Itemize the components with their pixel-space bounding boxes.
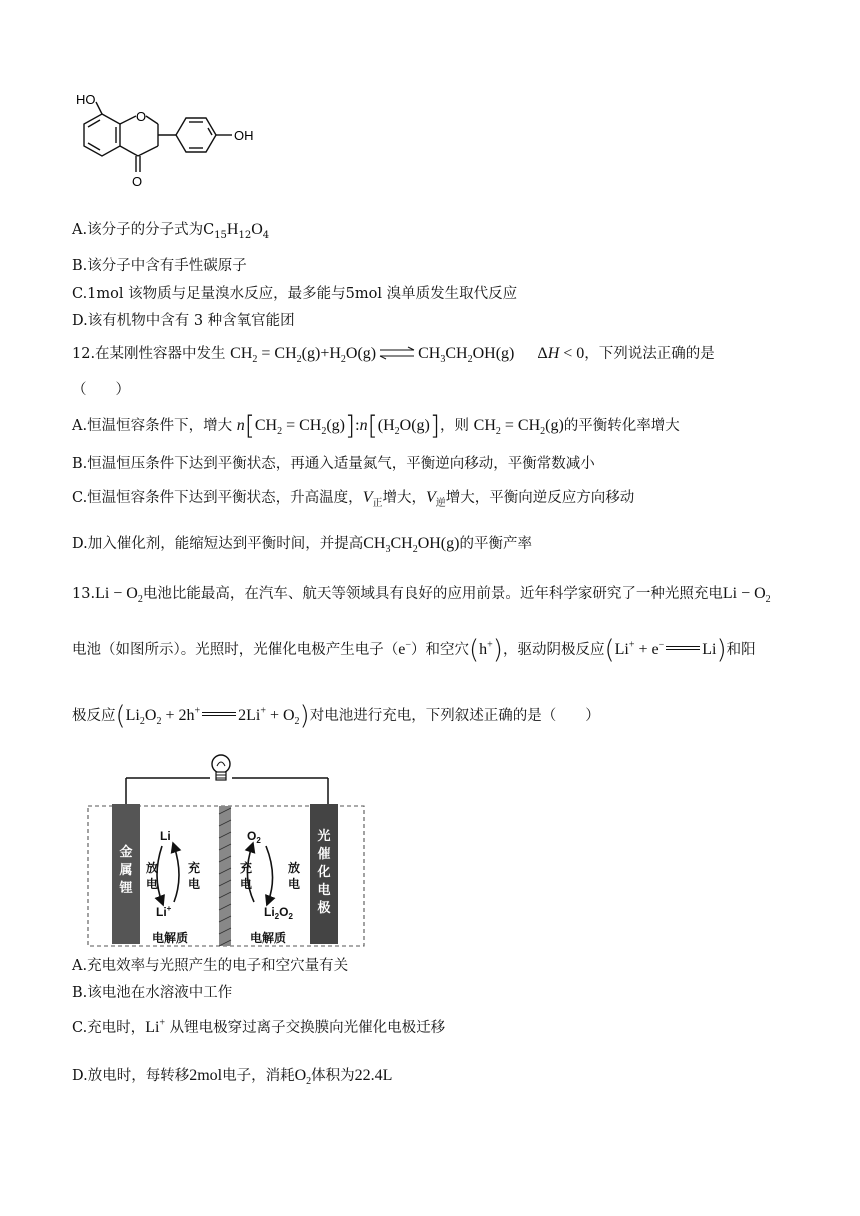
left-discharge-1: 放	[146, 861, 159, 875]
o2-label: $O_2$	[247, 829, 261, 845]
light-bulb-icon	[212, 755, 230, 780]
li-ion-label: Li+	[156, 904, 172, 919]
right-electrode-label-4: 电	[317, 882, 331, 897]
flavanone-structure	[62, 92, 302, 202]
li2o2-label: $Li_2O_2$	[264, 905, 293, 921]
q12-stem: 12.在某刚性容器中发生 $CH_2 = CH_2(g)+H_2O(g)$ $CH_3CH_2OH(g)$ ΔH < 0，下列说法正确的是	[72, 345, 715, 366]
q12-bracket: （ ）	[72, 382, 130, 398]
q12-option-b: B.恒温恒压条件下达到平衡状态，再通入适量氮气，平衡逆向移动，平衡常数减小	[72, 456, 595, 472]
q13-option-a: A.充电效率与光照产生的电子和空穴量有关	[72, 958, 349, 974]
right-discharge-2: 电	[288, 877, 301, 891]
ketone-oxygen: O	[132, 174, 143, 189]
q13-stem-line3: 极反应($Li_2O_2 + 2h^+$ $2Li^+ + O_2$)对电池进行充电，下列叙述正确的是（ ）	[72, 701, 600, 731]
q11-option-c: C.1mol 该物质与足量溴水反应，最多能与5mol 溴单质发生取代反应	[72, 286, 518, 302]
equilibrium-arrow	[378, 346, 416, 360]
left-discharge-arrow	[157, 846, 162, 902]
q13-option-d: D.放电时，每转移2mol电子，消耗$O_2$体积为22.4L	[72, 1067, 393, 1088]
left-charge-2: 电	[188, 877, 201, 891]
right-discharge-arrow	[266, 846, 273, 902]
left-electrode-label-2: 属	[119, 862, 133, 877]
left-electrode-label-1: 金	[119, 844, 133, 859]
hydroxyl-left: HO	[76, 92, 96, 107]
q11-option-b: B.该分子中含有手性碳原子	[72, 258, 247, 274]
q13-stem-line1: $13.Li - O_2$电池比能最高，在汽车、航天等领域具有良好的应用前景。近年科学家研究了一种光照充电$Li - O_2$	[72, 585, 771, 606]
q13-option-b: B.该电池在水溶液中工作	[72, 985, 233, 1001]
q12-option-d: D.加入催化剂，能缩短达到平衡时间，并提高$CH_3CH_2OH(g)$的平衡产率	[72, 535, 532, 556]
li-label: Li	[160, 829, 171, 843]
right-electrode-label-1: 光	[317, 828, 331, 843]
left-discharge-2: 电	[146, 877, 159, 891]
left-charge-arrow	[174, 846, 179, 902]
q13-stem-line2: 电池（如图所示）。光照时，光催化电极产生电子（e−）和空穴(h+)，驱动阴极反应(Li+ + e− Li)和阳	[72, 635, 756, 665]
right-electrode-label-5: 极	[317, 900, 331, 915]
right-electrode-label-3: 化	[317, 864, 331, 879]
q11-option-d: D.该有机物中含有 3 种含氧官能团	[72, 313, 295, 329]
ring-oxygen: O	[136, 109, 147, 124]
ion-exchange-membrane	[219, 806, 231, 946]
q12-option-c: C.恒温恒容条件下达到平衡状态，升高温度，$V_正$增大，$V_逆$增大，平衡向逆反应方向移动	[72, 489, 635, 509]
battery-diagram	[82, 748, 402, 958]
left-electrode-label-3: 锂	[119, 880, 133, 895]
q12-option-a: A.恒温恒容条件下，增大 $n[CH_2$ = $CH_2(g)]:n[(H_2O(g)]$，则 $CH_2 = CH_2(g)$的平衡转化率增大	[72, 411, 680, 441]
q11-option-a: A.该分子的分子式为$C_{15}H_{12}O_4$	[72, 221, 270, 241]
hydroxyl-right: OH	[234, 128, 254, 143]
right-electrode-label-2: 催	[317, 846, 331, 861]
right-charge-1: 充	[240, 861, 253, 875]
left-charge-1: 充	[188, 861, 201, 875]
q13-option-c: C.充电时，Li+ 从锂电极穿过离子交换膜向光催化电极迁移	[72, 1017, 446, 1036]
right-charge-2: 电	[240, 877, 253, 891]
electrolyte-left: 电解质	[152, 931, 189, 945]
right-discharge-1: 放	[288, 861, 301, 875]
electrolyte-right: 电解质	[250, 931, 287, 945]
